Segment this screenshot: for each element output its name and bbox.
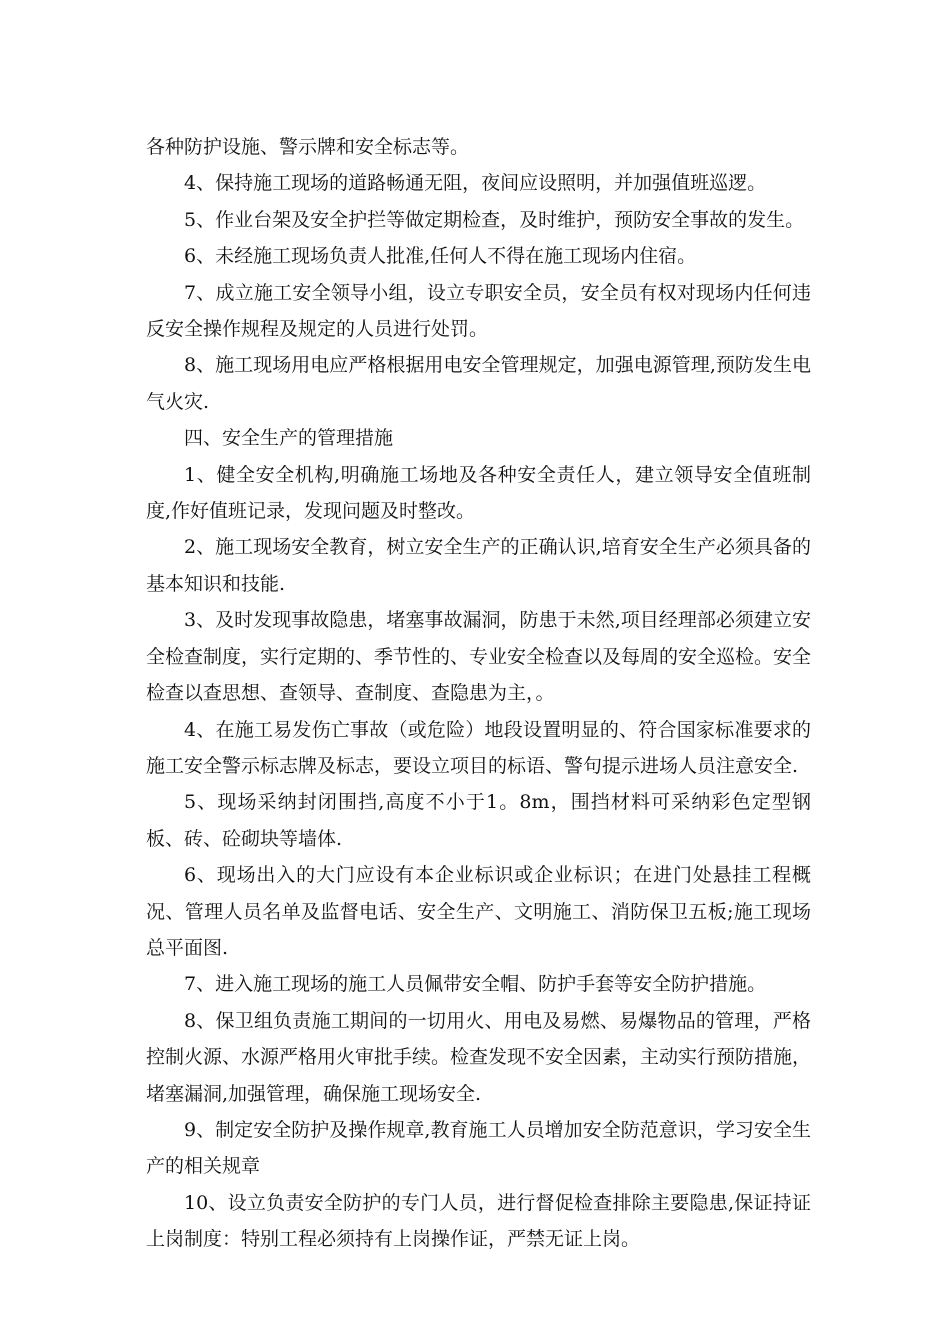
paragraph-item-8: 8、施工现场用电应严格根据用电安全管理规定，加强电源管理,预防发生电气火灾. (146, 354, 811, 413)
paragraph-measure-9: 9、制定安全防护及操作规章,教育施工人员增加安全防范意识，学习安全生产的相关规章 (146, 1118, 811, 1178)
paragraph-item-5: 5、作业台架及安全护拦等做定期检查，及时维护，预防安全事故的发生。 (184, 208, 805, 231)
document-body (146, 129, 811, 1258)
paragraph-measure-8: 8、保卫组负责施工期间的一切用火、用电及易燃、易爆物品的管理，严格控制火源、水源严格用火审批手续。检查发现不安全因素，主动实行预防措施，堵塞漏洞,加强管理，确保施工现场安全. (146, 1009, 812, 1105)
paragraph-measure-5: 5、现场采纳封闭围挡,高度不小于1。8m，围挡材料可采纳彩色定型钢板、砖、砼砌块等墙体. (146, 791, 811, 850)
paragraph-measure-2: 2、施工现场安全教育，树立安全生产的正确认识,培育安全生产必须具备的基本知识和技能. (146, 536, 811, 595)
paragraph-continuation: 各种防护设施、警示牌和安全标志等。 (146, 136, 470, 158)
paragraph-item-7: 7、成立施工安全领导小组，设立专职安全员，安全员有权对现场内任何违反安全操作规程及规定的人员进行处罚。 (146, 281, 811, 341)
paragraph-measure-1: 1、健全安全机构,明确施工场地及各种安全责任人，建立领导安全值班制度,作好值班记录，发现问题及时整改。 (146, 463, 811, 523)
paragraph-measure-3: 3、及时发现事故隐患，堵塞事故漏洞，防患于未然,项目经理部必须建立安全检查制度，实行定期的、季节性的、专业安全检查以及每周的安全巡检。安全检查以查思想、查领导、查制度、查隐患为主，。 (146, 609, 812, 705)
section-heading: 四、安全生产的管理措施 (184, 427, 394, 450)
paragraph-measure-7: 7、进入施工现场的施工人员佩带安全帽、防护手套等安全防护措施。 (184, 973, 767, 996)
paragraph-item-6: 6、未经施工现场负责人批准,任何人不得在施工现场内住宿。 (184, 245, 697, 268)
paragraph-item-4: 4、保持施工现场的道路畅通无阻，夜间应设照明，并加强值班巡逻。 (184, 172, 767, 195)
paragraph-measure-10: 10、设立负责安全防护的专门人员，进行督促检查排除主要隐患,保证持证上岗制度：特别工程必须持有上岗操作证，严禁无证上岗。 (146, 1191, 811, 1251)
paragraph-measure-4: 4、在施工易发伤亡事故（或危险）地段设置明显的、符合国家标准要求的施工安全警示标志牌及标志，要设立项目的标语、警句提示进场人员注意安全. (146, 718, 811, 777)
paragraph-measure-6: 6、现场出入的大门应设有本企业标识或企业标识；在进门处悬挂工程概况、管理人员名单及监督电话、安全生产、文明施工、消防保卫五板;施工现场总平面图. (146, 864, 811, 959)
